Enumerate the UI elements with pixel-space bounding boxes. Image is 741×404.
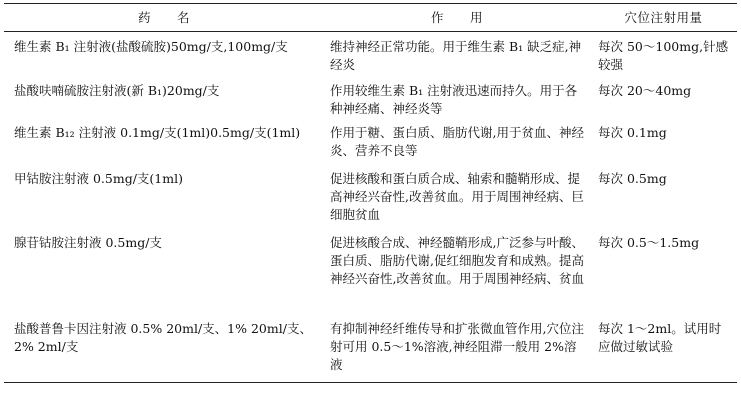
drug-table (4, 3, 737, 383)
dose-cell: 每次 50～100mg,针感较强 (598, 39, 729, 72)
table-row (4, 314, 737, 383)
dose-cell: 每次 0.1mg (598, 125, 667, 140)
action-cell: 作用较维生素 B₁ 注射液迅速而持久。用于各种神经痛、神经炎等 (330, 83, 578, 116)
action-cell: 维持神经正常功能。用于维生素 B₁ 缺乏症,神经炎 (330, 39, 582, 72)
table-row (4, 32, 737, 77)
drug-name-cell: 甲钴胺注射液 0.5mg/支(1ml) (14, 171, 183, 186)
action-cell: 促进核酸合成、神经髓鞘形成,广泛参与叶酸、蛋白质、脂肪代谢,促红细胞发育和成熟。提高神经兴奋性,改善贫血。用于周围神经病、贫血 (330, 235, 584, 286)
dose-cell: 每次 0.5mg (598, 171, 667, 186)
action-cell: 作用于糖、蛋白质、脂肪代谢,用于贫血、神经炎、营养不良等 (330, 125, 584, 158)
header-dose: 穴位注射用量 (590, 4, 737, 32)
table-row (4, 228, 737, 314)
table-body (4, 32, 737, 383)
drug-name-cell: 腺苷钴胺注射液 0.5mg/支 (14, 235, 162, 250)
dose-cell: 每次 0.5～1.5mg (598, 235, 700, 250)
table-row (4, 76, 737, 118)
drug-name-cell: 维生素 B₁₂ 注射液 0.1mg/支(1ml)0.5mg/支(1ml) (14, 125, 301, 140)
table-row (4, 164, 737, 228)
drug-name-cell: 盐酸普鲁卡因注射液 0.5% 20ml/支、1% 20ml/支、2% 2ml/支 (4, 314, 324, 383)
dose-cell: 每次 20～40mg (598, 83, 692, 98)
table-row (4, 118, 737, 164)
header-action: 作 用 (324, 4, 590, 32)
header-drug-name: 药 名 (4, 4, 324, 32)
dose-cell: 每次 1～2ml。试用时应做过敏试验 (590, 314, 737, 383)
action-cell: 有抑制神经纤维传导和扩张微血管作用,穴位注射可用 0.5～1%溶液,神经阻滞一般用 2%溶液 (324, 314, 590, 383)
drug-name-cell: 维生素 B₁ 注射液(盐酸硫胺)50mg/支,100mg/支 (14, 39, 288, 54)
action-cell: 促进核酸和蛋白质合成、轴索和髓鞘形成、提高神经兴奋性,改善贫血。用于周围神经病、巨细胞贫血 (330, 171, 584, 222)
header-row (4, 4, 737, 32)
table-header (4, 4, 737, 32)
drug-name-cell: 盐酸呋喃硫胺注射液(新 B₁)20mg/支 (14, 83, 220, 98)
